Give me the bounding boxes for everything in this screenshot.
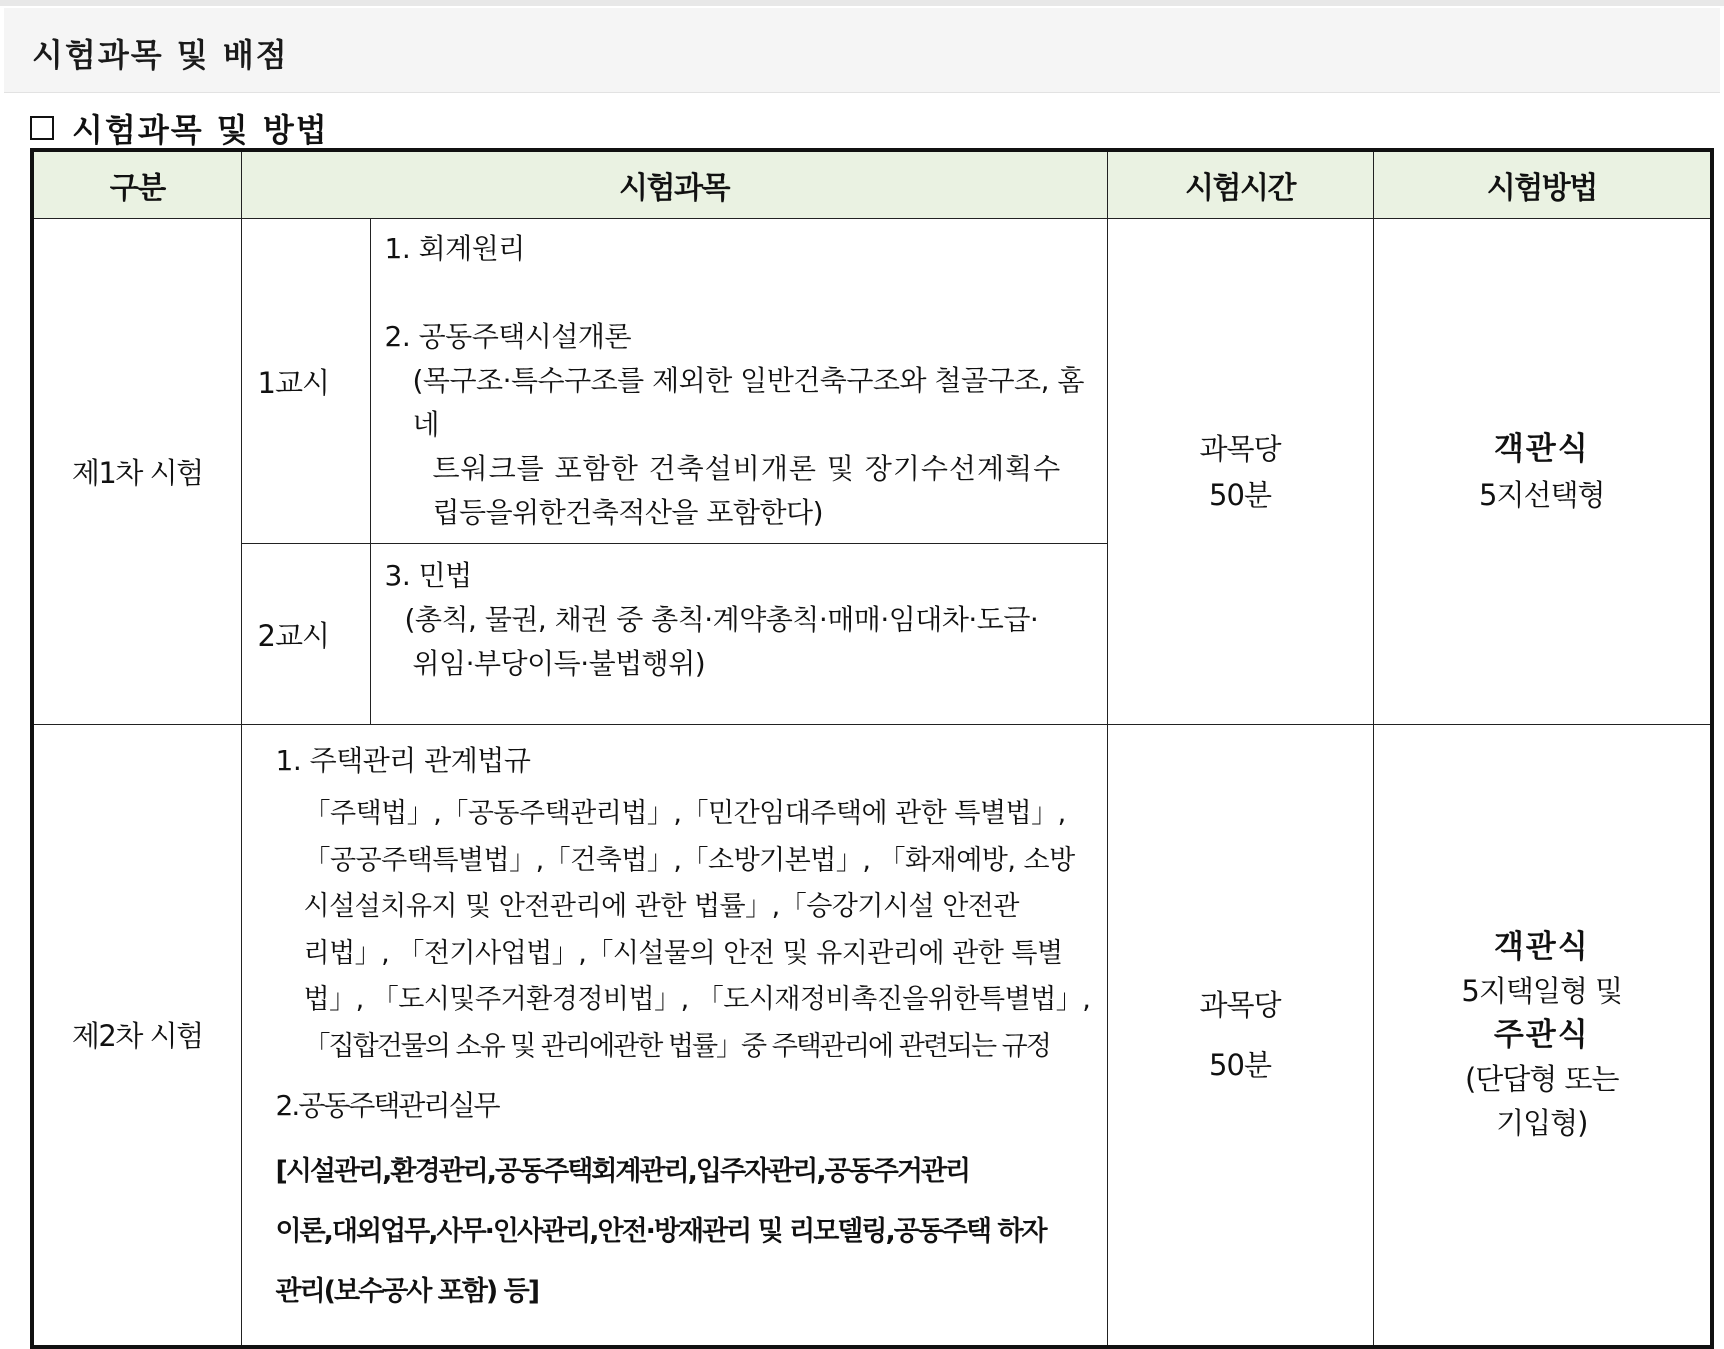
section-heading xyxy=(30,110,329,149)
table-header-row xyxy=(32,150,1712,219)
exam1-time xyxy=(1107,219,1373,725)
exam1-period1-subjects xyxy=(370,219,1107,544)
subject-housing-law: 1. 주택관리 관계법규 xyxy=(275,744,531,777)
exam2-method xyxy=(1373,725,1712,1347)
table-row xyxy=(32,219,1712,544)
exam-subjects-table xyxy=(30,148,1714,1349)
method-subjective: 주관식 xyxy=(1493,1016,1590,1053)
page-header xyxy=(4,8,1720,93)
exam2-label: 제2차 시험 xyxy=(32,725,241,1347)
time-per-subject: 과목당 xyxy=(1199,431,1281,466)
practice-list xyxy=(276,1142,1097,1322)
header-time: 시험시간 xyxy=(1107,150,1373,219)
law-list xyxy=(276,791,1097,1070)
exam2-time xyxy=(1107,725,1373,1347)
header-subjects: 시험과목 xyxy=(241,150,1107,219)
checkbox-square-icon xyxy=(30,116,54,140)
exam2-subjects xyxy=(241,725,1107,1347)
method-objective: 객관식 xyxy=(1493,430,1590,467)
law-line: 리법」, 「전기사업법」,「시설물의 안전 및 유지관리에 관한 특별 xyxy=(303,937,1063,969)
method-objective: 객관식 xyxy=(1493,928,1590,965)
time-minutes: 50분 xyxy=(1209,477,1271,512)
time-per-subject: 과목당 xyxy=(1199,987,1281,1022)
subject-accounting: 1. 회계원리 xyxy=(384,232,525,265)
practice-line: [시설관리,환경관리,공동주택회계관리,입주자관리,공동주거관리 xyxy=(275,1156,970,1187)
law-line: 「집합건물의 소유 및 관리에관한 법률」중 주택관리에 관련되는 규정 xyxy=(303,1030,1050,1062)
law-line: 「주택법」,「공동주택관리법」,「민간임대주택에 관한 특별법」, xyxy=(303,798,1066,829)
method-detail: 5지선택형 xyxy=(1479,477,1605,512)
method-detail: (단답형 또는 xyxy=(1464,1061,1619,1096)
top-rule xyxy=(0,0,1724,6)
subject-note: (목구조·특수구조를 제외한 일반건축구조와 철골구조, 홈네 xyxy=(412,364,1084,441)
header-category: 구분 xyxy=(32,150,241,219)
subject-note: (총칙, 물권, 채권 중 총칙·계약총칙·매매·임대차·도급· xyxy=(404,603,1039,636)
exam1-period2: 2교시 xyxy=(241,544,370,725)
exam1-period2-subjects xyxy=(370,544,1107,725)
subject-note: 트워크를 포함한 건축설비개론 및 장기수선계획수 xyxy=(432,452,1062,485)
exam1-label: 제1차 시험 xyxy=(32,219,241,725)
table-row xyxy=(32,725,1712,1347)
section-title: 시험과목 및 방법 xyxy=(72,111,329,149)
subject-note: 립등을위한건축적산을 포함한다) xyxy=(432,496,823,529)
header-method: 시험방법 xyxy=(1373,150,1712,219)
method-detail: 기입형) xyxy=(1496,1105,1588,1140)
law-line: 시설설치유지 및 안전관리에 관한 법률」,「승강기시설 안전관 xyxy=(303,891,1019,922)
exam1-period1: 1교시 xyxy=(241,219,370,544)
subject-civil-law: 3. 민법 xyxy=(384,559,472,592)
practice-line: 관리(보수공사 포함) 등] xyxy=(275,1276,539,1307)
subject-housing-practice: 2.공동주택관리실무 xyxy=(275,1089,499,1122)
subject-note: 위임·부당이득·불법행위) xyxy=(412,647,706,680)
method-detail: 5지택일형 및 xyxy=(1461,973,1623,1008)
time-minutes: 50분 xyxy=(1209,1047,1271,1082)
subject-housing-facilities: 2. 공동주택시설개론 xyxy=(384,320,632,353)
page-title: 시험과목 및 배점 xyxy=(32,36,289,74)
law-line: 법」, 「도시및주거환경정비법」, 「도시재정비촉진을위한특별법」, xyxy=(303,984,1091,1015)
exam1-method xyxy=(1373,219,1712,725)
law-line: 「공공주택특별법」,「건축법」,「소방기본법」, 「화재예방, 소방 xyxy=(303,844,1075,876)
practice-line: 이론,대외업무,사무·인사관리,안전·방재관리 및 리모델링,공동주택 하자 xyxy=(275,1216,1046,1247)
